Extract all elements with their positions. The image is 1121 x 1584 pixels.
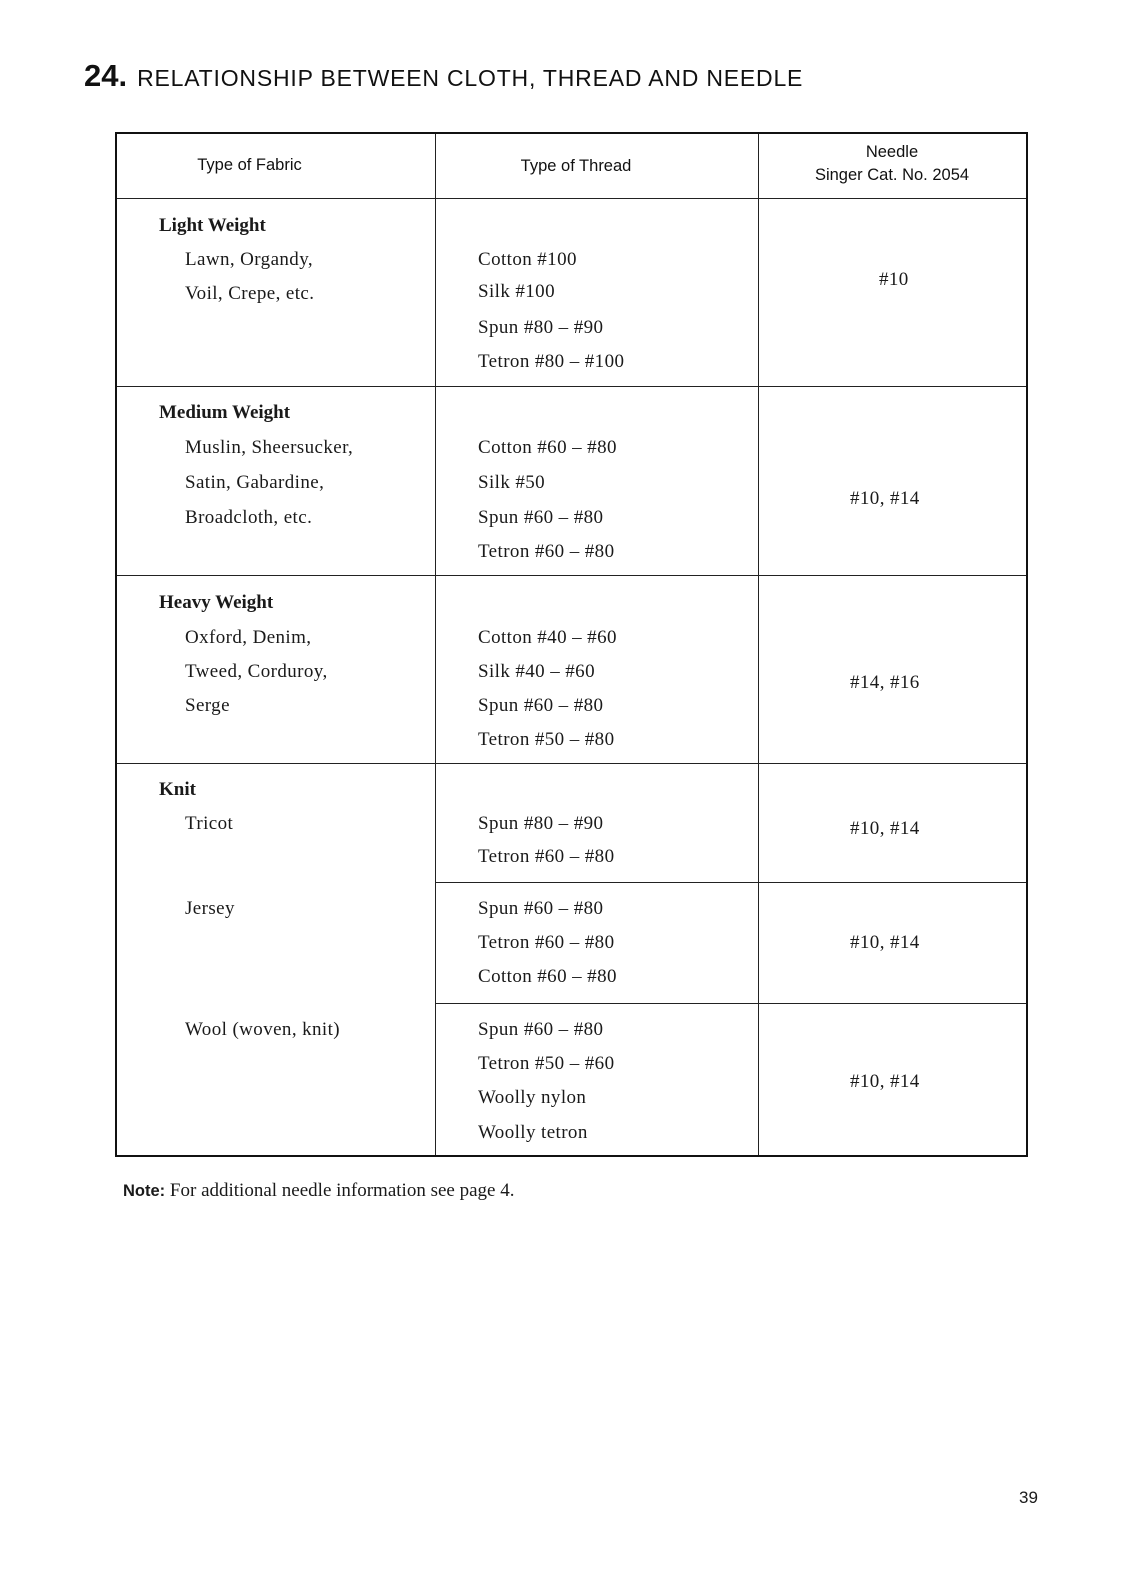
column-divider bbox=[758, 134, 759, 1155]
note-text: For additional needle information see page 4. bbox=[169, 1180, 515, 1201]
section-title bbox=[84, 58, 803, 94]
needle-value: #10, #14 bbox=[850, 488, 920, 509]
row-divider bbox=[117, 386, 1026, 387]
thread-item: Spun #60 – #80 bbox=[478, 507, 604, 528]
thread-item: Spun #80 – #90 bbox=[478, 813, 604, 834]
note-label: Note: bbox=[123, 1182, 166, 1200]
fabric-item: Serge bbox=[185, 695, 230, 716]
thread-item: Spun #60 – #80 bbox=[478, 898, 604, 919]
header-needle bbox=[758, 141, 1026, 187]
fabric-item: Muslin, Sheersucker, bbox=[185, 437, 354, 458]
thread-item: Cotton #40 – #60 bbox=[478, 627, 617, 648]
thread-item: Tetron #60 – #80 bbox=[478, 541, 615, 562]
thread-item: Silk #40 – #60 bbox=[478, 661, 595, 682]
footnote bbox=[123, 1180, 514, 1202]
header-thread: Type of Thread bbox=[520, 157, 632, 175]
section-title-text: RELATIONSHIP BETWEEN CLOTH, THREAD AND NEEDLE bbox=[137, 65, 804, 91]
thread-item: Woolly tetron bbox=[478, 1122, 588, 1143]
thread-item: Tetron #60 – #80 bbox=[478, 846, 615, 867]
thread-item: Tetron #60 – #80 bbox=[478, 932, 615, 953]
header-needle-line2: Singer Cat. No. 2054 bbox=[814, 166, 970, 184]
row-divider bbox=[117, 763, 1026, 764]
section-number: 24. bbox=[84, 58, 128, 93]
fabric-thread-needle-table bbox=[115, 132, 1028, 1157]
fabric-item: Broadcloth, etc. bbox=[185, 507, 313, 528]
thread-item: Silk #50 bbox=[478, 472, 546, 493]
fabric-item: Voil, Crepe, etc. bbox=[185, 283, 315, 304]
thread-item: Tetron #50 – #60 bbox=[478, 1053, 615, 1074]
fabric-item: Satin, Gabardine, bbox=[185, 472, 325, 493]
thread-item: Spun #60 – #80 bbox=[478, 695, 604, 716]
category-knit: Knit bbox=[159, 779, 196, 800]
fabric-item: Tweed, Corduroy, bbox=[185, 661, 328, 682]
header-needle-line1: Needle bbox=[865, 143, 919, 161]
thread-item: Silk #100 bbox=[478, 281, 555, 302]
category-medium: Medium Weight bbox=[159, 402, 291, 423]
needle-value: #10, #14 bbox=[850, 818, 920, 839]
thread-item: Tetron #50 – #80 bbox=[478, 729, 615, 750]
thread-item: Cotton #60 – #80 bbox=[478, 437, 617, 458]
row-divider bbox=[117, 198, 1026, 199]
needle-value: #10 bbox=[879, 269, 909, 290]
thread-item: Cotton #60 – #80 bbox=[478, 966, 617, 987]
fabric-item: Oxford, Denim, bbox=[185, 627, 312, 648]
row-divider bbox=[117, 575, 1026, 576]
column-divider bbox=[435, 134, 436, 1155]
fabric-item: Lawn, Organdy, bbox=[185, 249, 314, 270]
row-divider bbox=[435, 1003, 1026, 1004]
thread-item: Spun #80 – #90 bbox=[478, 317, 604, 338]
needle-value: #14, #16 bbox=[850, 672, 920, 693]
category-light: Light Weight bbox=[159, 215, 266, 236]
fabric-item: Wool (woven, knit) bbox=[185, 1019, 341, 1040]
fabric-item: Jersey bbox=[185, 898, 235, 919]
row-divider bbox=[435, 882, 1026, 883]
thread-item: Cotton #100 bbox=[478, 249, 577, 270]
fabric-item: Tricot bbox=[185, 813, 234, 834]
page-number: 39 bbox=[1019, 1488, 1038, 1507]
thread-item: Woolly nylon bbox=[478, 1087, 587, 1108]
thread-item: Tetron #80 – #100 bbox=[478, 351, 625, 372]
thread-item: Spun #60 – #80 bbox=[478, 1019, 604, 1040]
needle-value: #10, #14 bbox=[850, 1071, 920, 1092]
category-heavy: Heavy Weight bbox=[159, 592, 274, 613]
header-fabric: Type of Fabric bbox=[197, 156, 302, 174]
needle-value: #10, #14 bbox=[850, 932, 920, 953]
